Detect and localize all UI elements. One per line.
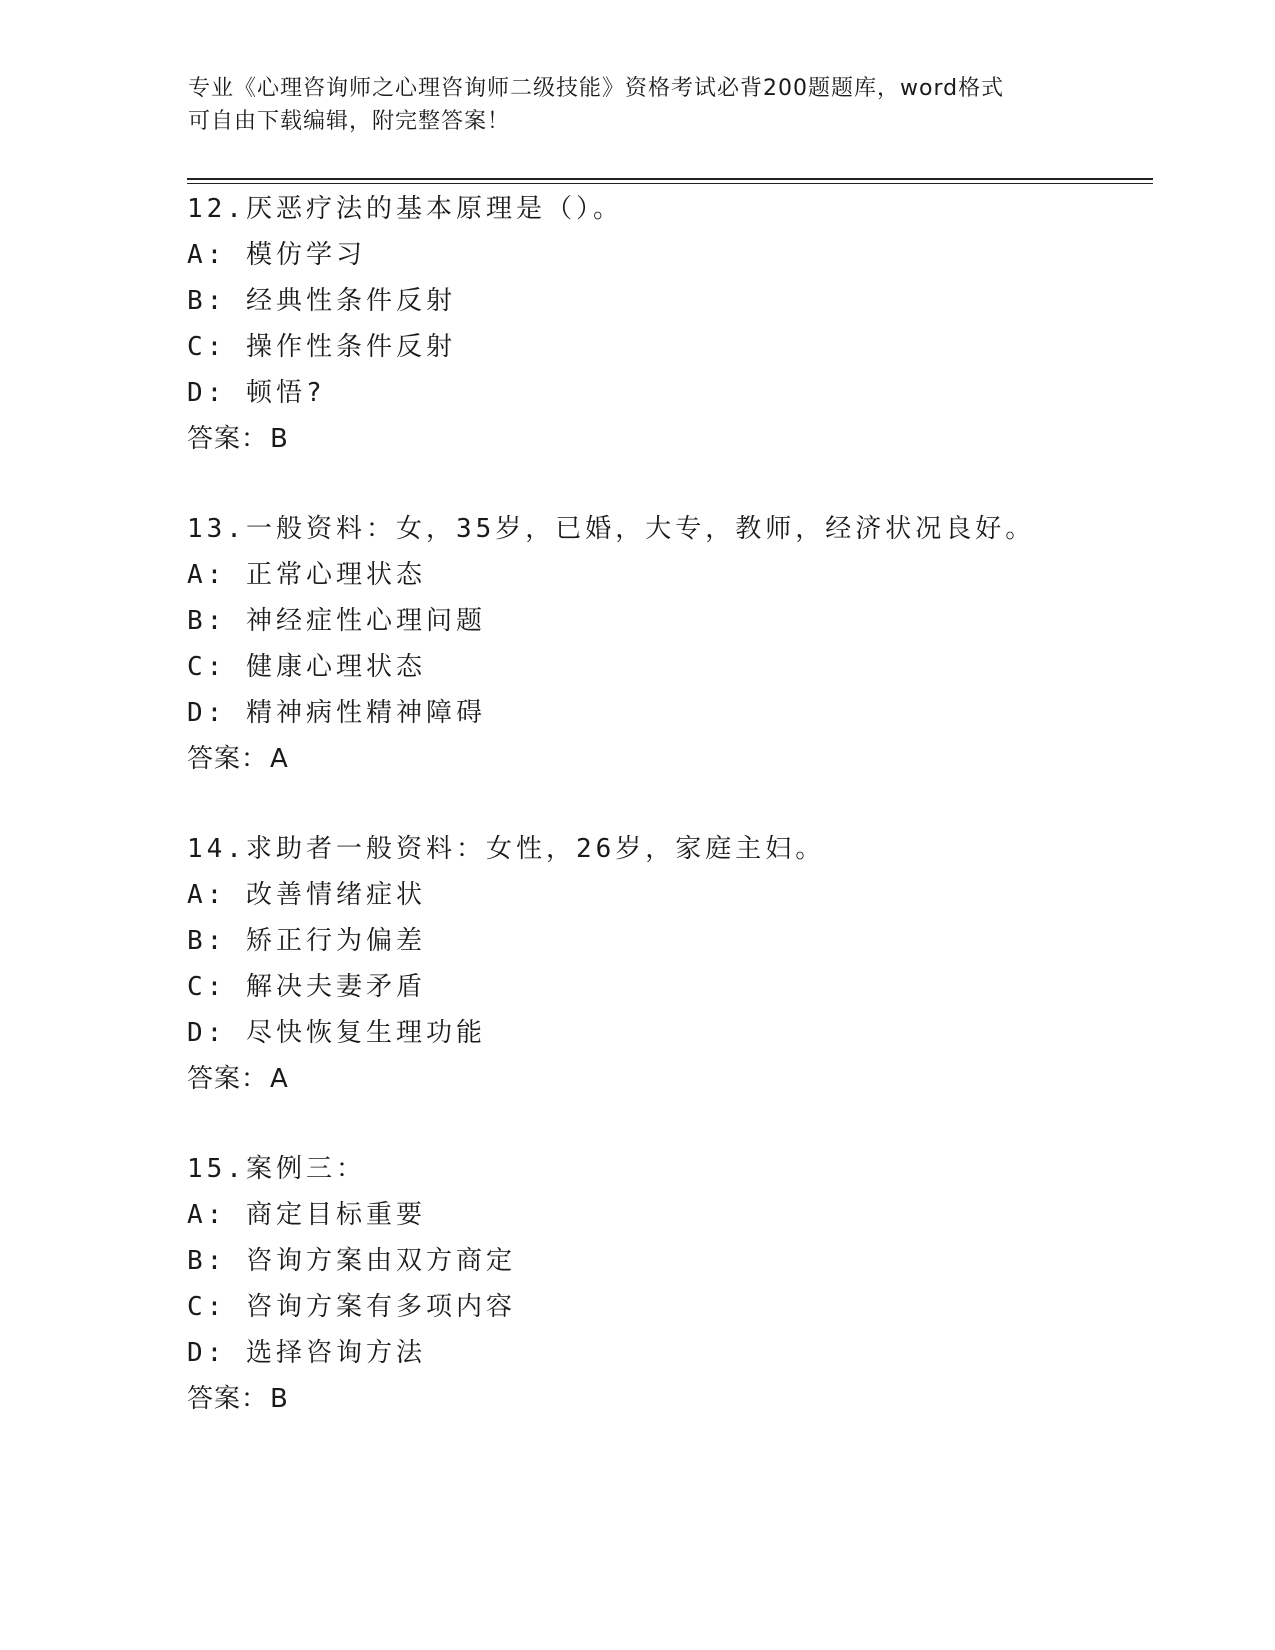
answer-line <box>187 1056 1147 1102</box>
answer-label: 答案： <box>187 424 269 454</box>
answer-value: A <box>270 744 289 774</box>
option-b: B: 神经症性心理问题 <box>187 606 486 636</box>
answer-label: 答案： <box>187 744 269 774</box>
question-14 <box>187 826 1147 1102</box>
answer-label: 答案： <box>187 1064 269 1094</box>
answer-line <box>187 1376 1147 1422</box>
question-15 <box>187 1146 1147 1422</box>
question-stem: 14.求助者一般资料：女性，26岁，家庭主妇。 <box>187 834 826 864</box>
question-stem: 13.一般资料：女，35岁，已婚，大专，教师，经济状况良好。 <box>187 514 1036 544</box>
document-header <box>188 72 1068 138</box>
question-stem: 12.厌恶疗法的基本原理是（）。 <box>187 194 623 224</box>
answer-line <box>187 736 1147 782</box>
question-13 <box>187 506 1147 782</box>
header-divider-thin <box>187 183 1153 184</box>
option-a: A: 正常心理状态 <box>187 560 426 590</box>
answer-value: B <box>270 1384 289 1414</box>
answer-line <box>187 416 1147 462</box>
option-c: C: 解决夫妻矛盾 <box>187 972 426 1002</box>
header-divider-thick <box>187 178 1153 180</box>
option-c: C: 健康心理状态 <box>187 652 426 682</box>
option-b: B: 咨询方案由双方商定 <box>187 1246 516 1276</box>
option-d: D: 尽快恢复生理功能 <box>187 1018 486 1048</box>
answer-value: A <box>270 1064 289 1094</box>
option-c: C: 咨询方案有多项内容 <box>187 1292 516 1322</box>
header-line-2: 可自由下载编辑，附完整答案！ <box>188 109 511 134</box>
option-a: A: 模仿学习 <box>187 240 366 270</box>
option-b: B: 矫正行为偏差 <box>187 926 426 956</box>
question-stem: 15.案例三： <box>187 1154 366 1184</box>
option-d: D: 顿悟? <box>187 378 326 408</box>
answer-label: 答案： <box>187 1384 269 1414</box>
option-b: B: 经典性条件反射 <box>187 286 456 316</box>
answer-value: B <box>270 424 289 454</box>
option-d: D: 精神病性精神障碍 <box>187 698 486 728</box>
option-a: A: 改善情绪症状 <box>187 880 426 910</box>
question-list <box>187 186 1147 1466</box>
question-12 <box>187 186 1147 462</box>
option-a: A: 商定目标重要 <box>187 1200 426 1230</box>
option-d: D: 选择咨询方法 <box>187 1338 426 1368</box>
option-c: C: 操作性条件反射 <box>187 332 456 362</box>
header-line-1: 专业《心理咨询师之心理咨询师二级技能》资格考试必背200题题库，word格式 <box>188 76 1005 101</box>
